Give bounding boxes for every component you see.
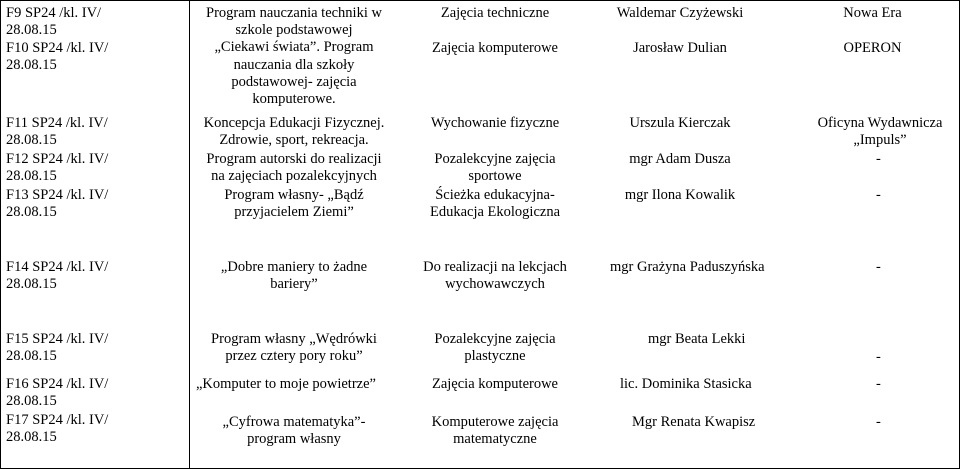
row-subject: Do realizacji na lekcjach wychowawczych <box>423 259 567 292</box>
row-publisher: - <box>876 414 881 430</box>
row-code: F14 SP24 /kl. IV/ 28.08.15 <box>6 259 109 292</box>
row-code: F15 SP24 /kl. IV/ 28.08.15 <box>6 331 109 364</box>
row-author: mgr Grażyna Paduszyńska <box>610 259 765 275</box>
row-publisher: - <box>876 187 881 203</box>
row-subject: Zajęcia techniczne <box>440 5 550 21</box>
row-author: lic. Dominika Stasicka <box>620 376 752 392</box>
row-code: F13 SP24 /kl. IV/ 28.08.15 <box>6 187 109 220</box>
row-program: Program własny- „Bądź przyjacielem Ziemi” <box>224 187 364 220</box>
row-publisher: OPERON <box>843 40 902 56</box>
row-program: Program nauczania techniki w szkole podstawowej „Ciekawi świata”. Program <box>206 5 382 55</box>
row-publisher: - <box>876 259 881 275</box>
row-code: F12 SP24 /kl. IV/ 28.08.15 <box>6 151 109 184</box>
row-publisher: - <box>876 376 881 392</box>
row-subject: Pozalekcyjne zajęcia sportowe <box>434 151 556 184</box>
row-code: F16 SP24 /kl. IV/ 28.08.15 <box>6 376 109 409</box>
row-program: nauczania dla szkoły podstawowej- zajęcia komputerowe. <box>231 57 357 107</box>
row-subject: Zajęcia komputerowe <box>431 376 558 392</box>
row-author: Urszula Kierczak <box>629 115 731 131</box>
row-program: „Cyfrowa matematyka”- program własny <box>222 414 366 447</box>
row-program: Koncepcja Edukacji Fizycznej. Zdrowie, sport, rekreacja. <box>203 115 385 148</box>
row-code: F10 SP24 /kl. IV/ 28.08.15 <box>6 40 109 73</box>
row-subject: Komputerowe zajęcia matematyczne <box>431 414 559 447</box>
row-program: Program autorski do realizacji na zajęciach pozalekcyjnych <box>206 151 382 184</box>
row-author: mgr Adam Dusza <box>629 151 731 167</box>
row-code: F9 SP24 /kl. IV/ 28.08.15 <box>6 5 102 38</box>
row-code: F11 SP24 /kl. IV/ 28.08.15 <box>6 115 108 148</box>
row-author: Mgr Renata Kwapisz <box>632 414 756 430</box>
row-author: mgr Beata Lekki <box>648 331 746 347</box>
row-publisher: - <box>876 349 881 365</box>
row-subject: Zajęcia komputerowe <box>431 40 558 56</box>
row-program: „Komputer to moje powietrze” <box>196 376 376 392</box>
row-author: Waldemar Czyżewski <box>616 5 744 21</box>
row-code: F17 SP24 /kl. IV/ 28.08.15 <box>6 412 109 445</box>
row-program: „Dobre maniery to żadne bariery” <box>220 259 368 292</box>
row-subject: Ścieżka edukacyjna- Edukacja Ekologiczna <box>429 187 561 220</box>
row-subject: Wychowanie fizyczne <box>430 115 560 131</box>
row-author: Jarosław Dulian <box>633 40 727 56</box>
row-publisher: Oficyna Wydawnicza „Impuls” <box>817 115 943 148</box>
row-author: mgr Ilona Kowalik <box>624 187 736 203</box>
row-subject: Pozalekcyjne zajęcia plastyczne <box>434 331 556 364</box>
row-program: Program własny „Wędrówki przez cztery pory roku” <box>211 331 377 364</box>
row-publisher: - <box>876 151 881 167</box>
row-publisher: Nowa Era <box>843 5 902 21</box>
